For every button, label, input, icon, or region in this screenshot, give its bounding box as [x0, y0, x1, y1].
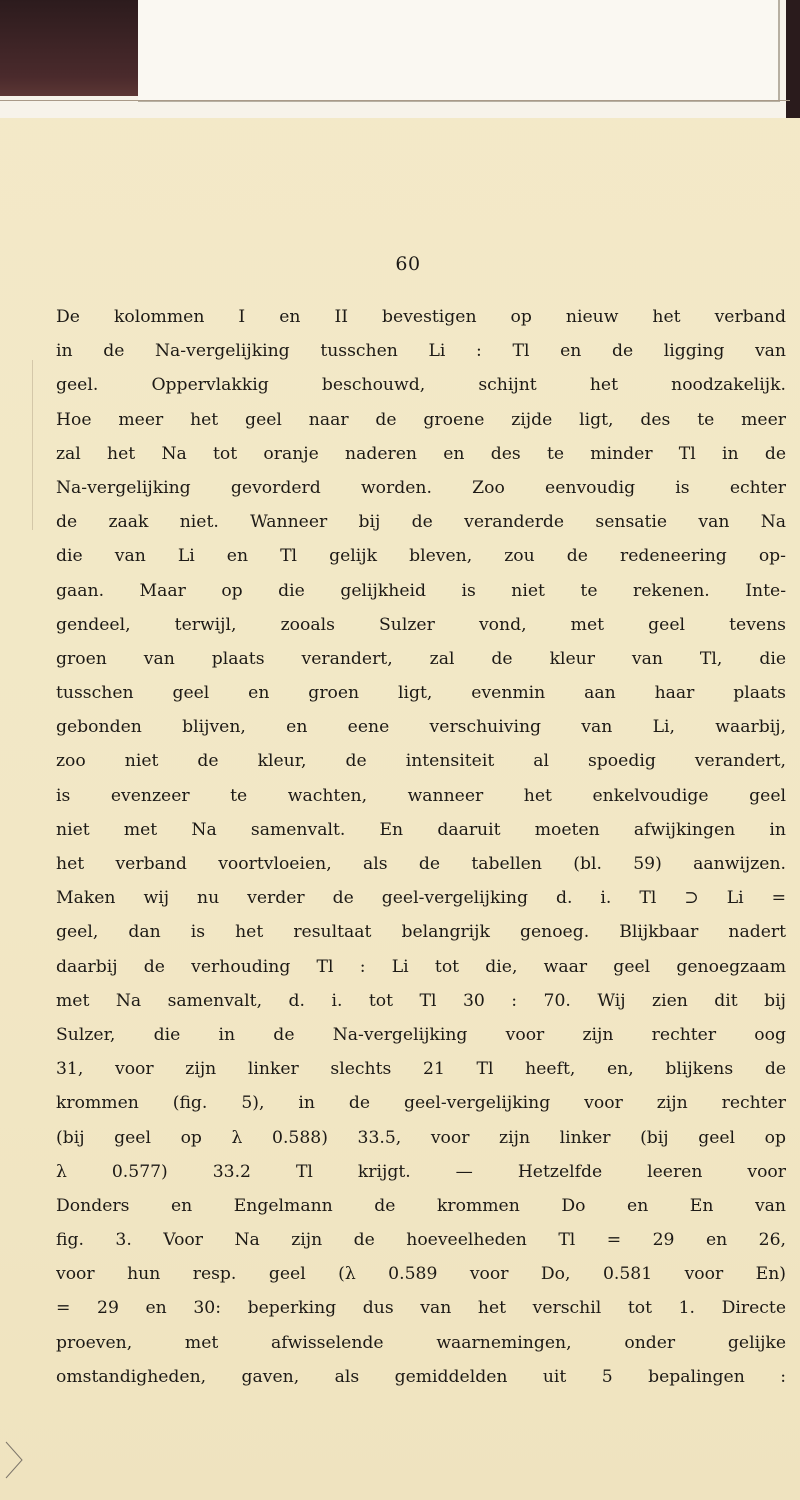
text-line: zal het Na tot oranje naderen en des te minder Tl in de	[56, 443, 786, 464]
corner-fold-mark	[4, 1440, 28, 1480]
text-line: gaan. Maar op die gelijkheid is niet te rekenen. Inte-	[56, 580, 786, 601]
text-line: groen van plaats verandert, zal de kleur van Tl, die	[56, 648, 786, 669]
text-line: gendeel, terwijl, zooals Sulzer vond, met geel tevens	[56, 614, 786, 635]
book-cover-edge	[0, 0, 138, 96]
text-line: De kolommen I en II bevestigen op nieuw het verband	[56, 307, 786, 327]
text-line: Maken wij nu verder de geel-vergelijking d. i. Tl ⊃ Li =	[56, 888, 786, 909]
text-line: daarbij de verhouding Tl : Li tot die, waar geel genoegzaam	[56, 956, 786, 977]
text-line: Na-vergelijking gevorderd worden. Zoo eenvoudig is echter	[56, 477, 786, 498]
text-line: Hoe meer het geel naar de groene zijde ligt, des te meer	[56, 409, 786, 430]
text-line: fig. 3. Voor Na zijn de hoeveelheden Tl = 29 en 26,	[56, 1230, 786, 1251]
text-line: in de Na-vergelijking tusschen Li : Tl en de ligging van	[56, 341, 786, 362]
page-number: 60	[395, 253, 421, 275]
page-divider	[0, 100, 790, 101]
text-line: die van Li en Tl gelijk bleven, zou de redeneering op-	[56, 546, 786, 567]
text-line: omstandigheden, gaven, als gemiddelden uit 5 bepalingen :	[56, 1366, 786, 1387]
text-line: geel, dan is het resultaat belangrijk genoeg. Blijkbaar nadert	[56, 922, 786, 943]
text-line: gebonden blijven, en eene verschuiving van Li, waarbij,	[56, 717, 786, 738]
text-line: krommen (fig. 5), in de geel-vergelijking voor zijn rechter	[56, 1093, 786, 1114]
text-line: λ 0.577) 33.2 Tl krijgt. — Hetzelfde leeren voor	[56, 1161, 786, 1182]
text-line: niet met Na samenvalt. En daaruit moeten afwijkingen in	[56, 819, 786, 840]
text-line: Donders en Engelmann de krommen Do en En van	[56, 1195, 786, 1216]
text-line: (bij geel op λ 0.588) 33.5, voor zijn linker (bij geel op	[56, 1127, 786, 1148]
text-line: is evenzeer te wachten, wanneer het enkelvoudige geel	[56, 785, 786, 806]
text-line: voor hun resp. geel (λ 0.589 voor Do, 0.581 voor En)	[56, 1264, 786, 1285]
page-crease	[32, 360, 33, 530]
text-line: de zaak niet. Wanneer bij de veranderde sensatie van Na	[56, 512, 786, 533]
text-line: 31, voor zijn linker slechts 21 Tl heeft, en, blijkens de	[56, 1059, 786, 1080]
text-line: met Na samenvalt, d. i. tot Tl 30 : 70. Wij zien dit bij	[56, 990, 786, 1011]
text-line: = 29 en 30: beperking dus van het verschil tot 1. Directe	[56, 1298, 786, 1319]
text-line: Sulzer, die in de Na-vergelijking voor zijn rechter oog	[56, 1024, 786, 1045]
text-line: het verband voortvloeien, als de tabellen (bl. 59) aanwijzen.	[56, 854, 786, 874]
previous-page-edge	[138, 0, 780, 102]
text-line: proeven, met afwisselende waarnemingen, onder gelijke	[56, 1332, 786, 1353]
text-line: zoo niet de kleur, de intensiteit al spoedig verandert,	[56, 751, 786, 772]
body-paragraph	[56, 300, 786, 1394]
text-line: geel. Oppervlakkig beschouwd, schijnt het noodzakelijk.	[56, 375, 786, 396]
text-line: tusschen geel en groen ligt, evenmin aan haar plaats	[56, 683, 786, 704]
